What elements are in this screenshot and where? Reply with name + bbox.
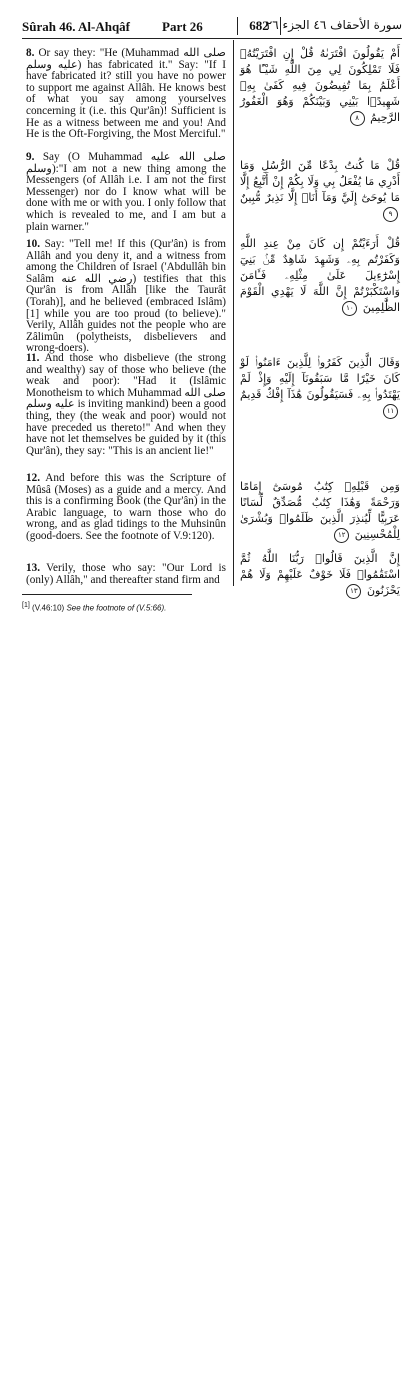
ayah-marker-icon: ١١ xyxy=(383,404,398,419)
verse-9-translation xyxy=(26,152,226,233)
verse-number: 8. xyxy=(26,47,35,59)
ayah-marker-icon: ٩ xyxy=(383,207,398,222)
page-number: 682 xyxy=(237,17,281,35)
ayah-marker-icon: ٨ xyxy=(350,111,365,126)
verse-text: Say (O Muhammad صلى الله عليه وسلم):"I am not a new thing among the Messengers (of Allâh i.e. I am not the first Messenger) nor do I know what will be done with me or with you. I only follow that which is revealed to me, and I am but a plain warner." xyxy=(26,151,227,233)
arabic-text: قُلْ مَا كُنتُ بِدْعًا مِّنَ الرُّسُلِ وَمَا أَدْرِي مَا يُفْعَلُ بِي وَلَا بِكُمْ إِنْ أَتَّبِعُ إِلَّا مَا يُوحَىٰٓ إِلَيَّ وَمَآ أَنَا۠ إِلَّا نَذِيرٌ مُّبِينٌ xyxy=(240,159,400,204)
surah-title: Sûrah 46. Al-Ahqâf xyxy=(22,19,130,34)
verse-10-translation xyxy=(26,239,226,355)
page-header xyxy=(22,16,402,39)
arabic-header-title: سورة الأحقاف ٤٦ الجزء ٢٦ xyxy=(265,18,402,32)
footnote xyxy=(22,602,166,613)
verse-12-translation xyxy=(26,473,226,543)
column-divider xyxy=(233,40,234,586)
arabic-text: أَمْ يَقُولُونَ افْتَرَىٰهُ قُلْ إِنِ افْتَرَيْتُهُۥ فَلَا تَمْلِكُونَ لِي مِنَ اللَّهِ شَيْـًٔا هُوَ أَعْلَمُ بِمَا تُفِيضُونَ فِيهِ كَفَىٰ بِهِۦ شَهِيدًۢا بَيْنِي وَبَيْنَكُمْ وَهُوَ الْغَفُورُ الرَّحِيمُ xyxy=(240,47,400,124)
part-label: Part 26 xyxy=(162,19,203,34)
verse-12-arabic xyxy=(240,479,400,543)
verse-number: 10. xyxy=(26,238,40,250)
verse-13-arabic xyxy=(240,551,400,599)
ayah-marker-icon: ١٢ xyxy=(334,528,349,543)
verse-number: 9. xyxy=(26,151,35,163)
arabic-text: وَقَالَ الَّذِينَ كَفَرُوا۟ لِلَّذِينَ ءَامَنُوا۟ لَوْ كَانَ خَيْرًا مَّا سَبَقُونَآ إِلَيْهِ وَإِذْ لَمْ يَهْتَدُوا۟ بِهِۦ فَسَيَقُولُونَ هَٰذَآ إِفْكٌ قَدِيمٌ xyxy=(240,356,400,401)
verse-8-arabic xyxy=(240,46,400,126)
verse-number: 12. xyxy=(26,472,40,484)
footnote-mark: [1] xyxy=(22,602,30,609)
arabic-text: إِنَّ الَّذِينَ قَالُوا۟ رَبُّنَا اللَّهُ ثُمَّ اسْتَقَٰمُوا۟ فَلَا خَوْفٌ عَلَيْهِمْ وَلَا هُمْ يَحْزَنُونَ xyxy=(240,552,400,597)
ayah-marker-icon: ١٠ xyxy=(342,301,357,316)
footnote-rule xyxy=(22,594,192,595)
verse-11-arabic xyxy=(240,355,400,419)
verse-text: Say: "Tell me! If this (Qur'ân) is from Allâh and you deny it, and a witness from among the Children of Israel ('Abdullâh bin Salâm رضي الله عنه) testifies that this Qur'ân is from Allâh [like the Taurât (Torah)], and he believed (embraced Islâm)[1] while you are too proud (to believe)." Verily, Allâh guides not the people who are Zâlimûn (polytheists, disbelievers and wrong-doers). xyxy=(26,238,226,355)
verse-10-arabic xyxy=(240,236,400,316)
verse-11-translation xyxy=(26,353,226,457)
verse-8-translation xyxy=(26,48,226,141)
arabic-text: قُلْ أَرَءَيْتُمْ إِن كَانَ مِنْ عِندِ اللَّهِ وَكَفَرْتُم بِهِۦ وَشَهِدَ شَاهِدٌ مِّنۢ بَنِيٓ إِسْرَٰٓءِيلَ عَلَىٰ مِثْلِهِۦ فَـَٔامَنَ وَاسْتَكْبَرْتُمْ إِنَّ اللَّهَ لَا يَهْدِي الْقَوْمَ الظَّٰلِمِينَ xyxy=(240,237,400,314)
verse-text: Verily, those who say: "Our Lord is (only) Allâh," and thereafter stand firm and xyxy=(26,562,226,586)
footnote-ref: (V.46:10) xyxy=(32,603,65,613)
verse-text: And those who disbelieve (the strong and wealthy) say of those who believe (the weak and poor): "Had it (Islâmic Monotheism to which Muhammad صلى الله عليه وسلم is inviting mankind) been a good thing, they (the weak and poor) would not have preceded us thereto!" And when they have not let themselves be guided by it (this Qur'ân), they say: "This is an ancient lie!" xyxy=(26,352,227,457)
footnote-text: See the footnote of (V.5:66). xyxy=(66,603,167,613)
ayah-marker-icon: ١٣ xyxy=(346,584,361,599)
verse-text: And before this was the Scripture of Mûsâ (Moses) as a guide and a mercy. And this is a confirming Book (the Qur'ân) in the Arabic language, to warn those who do wrong, and as glad tidings to the Muhsinûn (good-doers. See the footnote of V.9:120). xyxy=(26,472,226,542)
verse-13-translation xyxy=(26,563,226,586)
verse-9-arabic xyxy=(240,158,400,222)
verse-number: 11. xyxy=(26,352,40,364)
arabic-text: وَمِن قَبْلِهِۦ كِتَٰبُ مُوسَىٰٓ إِمَامًا وَرَحْمَةً وَهَٰذَا كِتَٰبٌ مُّصَدِّقٌ لِّسَانًا عَرَبِيًّا لِّيُنذِرَ الَّذِينَ ظَلَمُوا۟ وَبُشْرَىٰ لِلْمُحْسِنِينَ xyxy=(240,480,400,541)
verse-number: 13. xyxy=(26,562,40,574)
verse-text: Or say they: "He (Muhammad صلى الله عليه وسلم) has fabricated it." Say: "If I have fabricated it? still you have no power to support me against Allâh. He knows best of what you say among yourselves concerning it (i.e. this Qur'ân)! Sufficient is He as a witness between me and you! And He is the Oft-Forgiving, the Most Merciful." xyxy=(26,47,227,141)
